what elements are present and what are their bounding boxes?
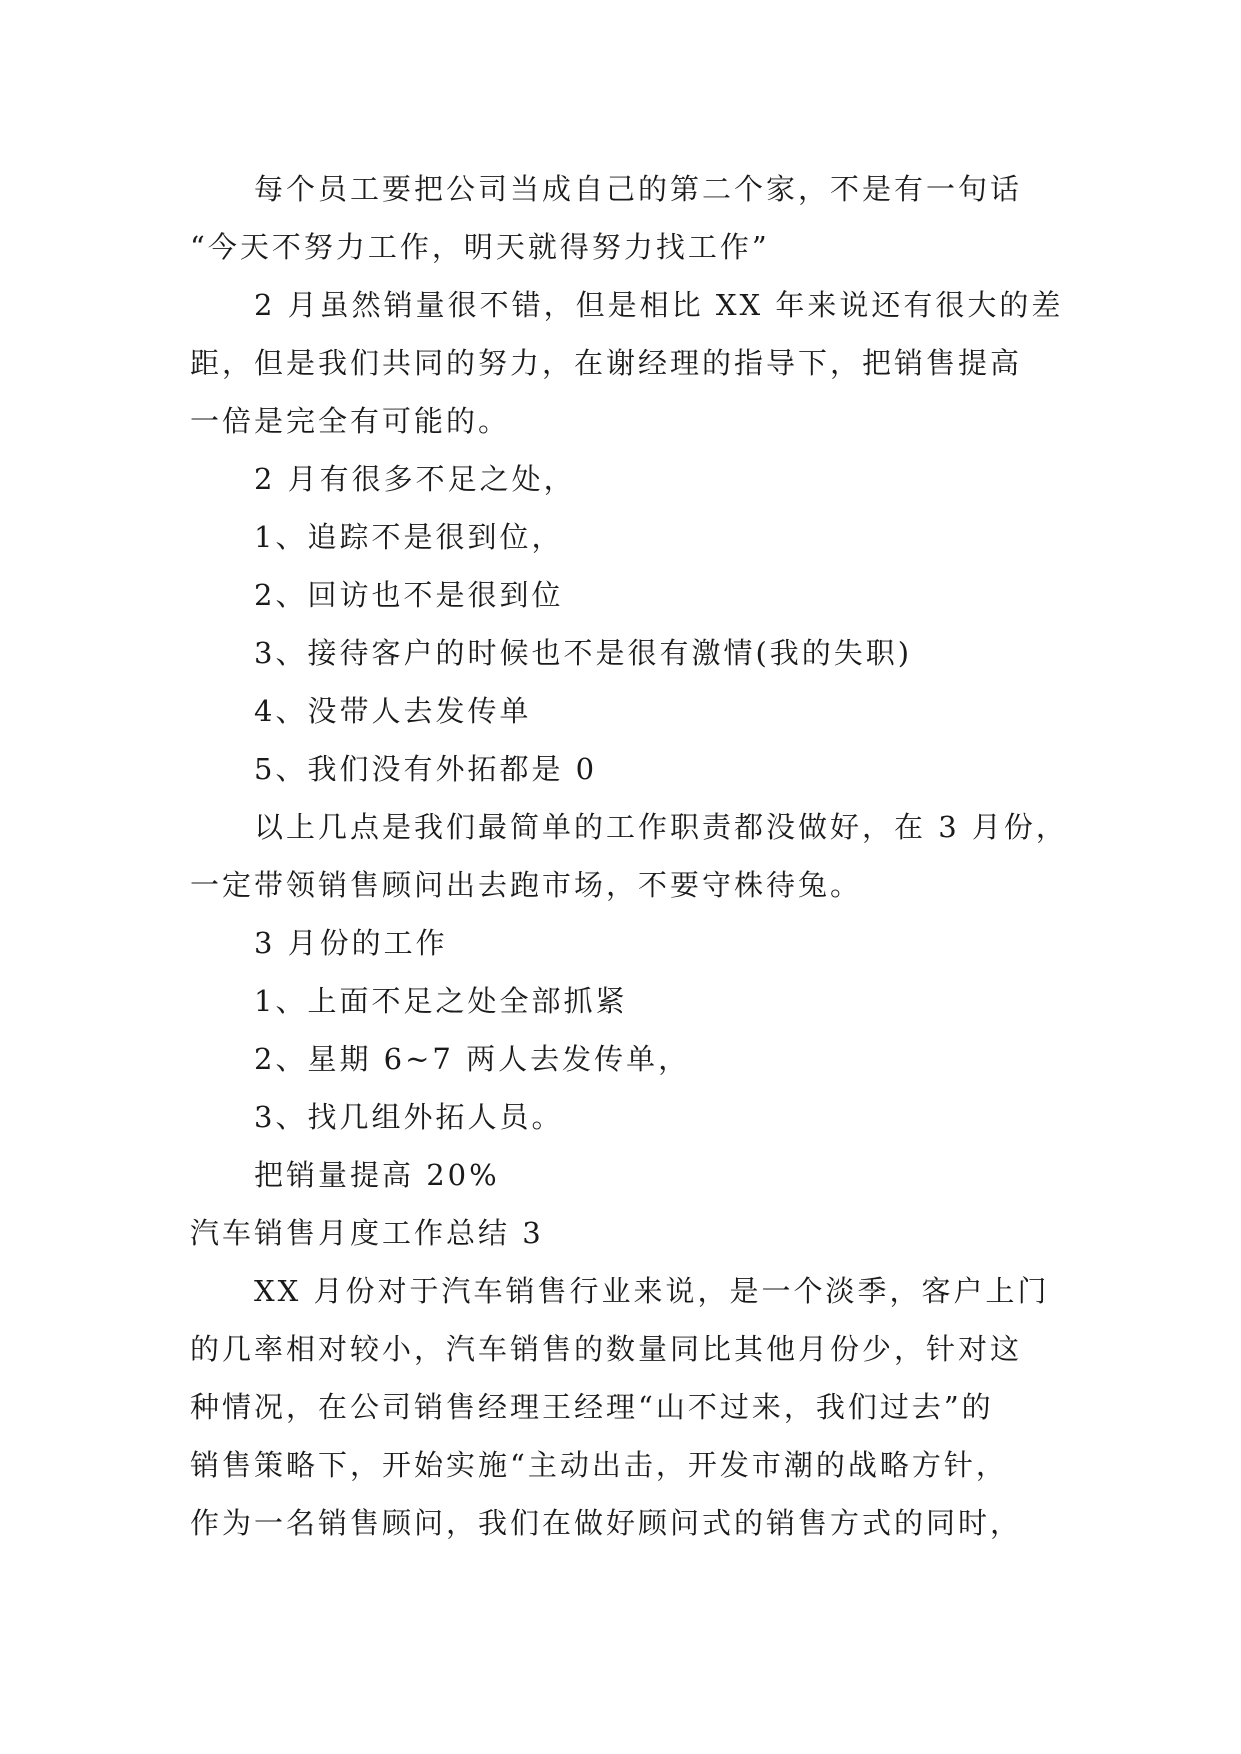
paragraph-line: 销售策略下，开始实施“主动出击，开发市潮的战略方针， [190,1448,1008,1482]
paragraph-line: 3 月份的工作 [254,926,448,960]
paragraph-line: 一定带领销售顾问出去跑市场，不要守株待兔。 [190,868,863,902]
list-item: 2、星期 6~7 两人去发传单， [254,1042,691,1076]
paragraph-line: “今天不努力工作，明天就得努力找工作” [190,230,770,264]
paragraph-line: 2 月有很多不足之处， [254,462,576,496]
document-body [190,160,1070,1552]
paragraph-line: 的几率相对较小，汽车销售的数量同比其他月份少，针对这 [190,1332,1023,1366]
paragraph-line: 距，但是我们共同的努力，在谢经理的指导下，把销售提高 [190,346,1023,380]
paragraph-line: 种情况，在公司销售经理王经理“山不过来，我们过去”的 [190,1390,994,1424]
paragraph-line: 把销量提高 20% [254,1158,500,1192]
list-item: 1、上面不足之处全部抓紧 [254,984,628,1018]
list-item: 4、没带人去发传单 [254,694,532,728]
paragraph-line: 以上几点是我们最简单的工作职责都没做好，在 3 月份， [254,810,1068,844]
list-item: 3、接待客户的时候也不是很有激情(我的失职) [254,636,913,670]
list-item: 5、我们没有外拓都是 0 [254,752,598,786]
list-item: 1、追踪不是很到位， [254,520,564,554]
list-item: 3、找几组外拓人员。 [254,1100,564,1134]
paragraph-line: 2 月虽然销量很不错，但是相比 XX 年来说还有很大的差 [254,288,1064,322]
paragraph-line: XX 月份对于汽车销售行业来说，是一个淡季，客户上门 [254,1274,1050,1308]
paragraph-line: 每个员工要把公司当成自己的第二个家，不是有一句话 [254,172,1023,206]
section-heading: 汽车销售月度工作总结 3 [190,1216,544,1250]
paragraph-line: 作为一名销售顾问，我们在做好顾问式的销售方式的同时， [190,1506,1023,1540]
paragraph-line: 一倍是完全有可能的。 [190,404,511,438]
list-item: 2、回访也不是很到位 [254,578,564,612]
